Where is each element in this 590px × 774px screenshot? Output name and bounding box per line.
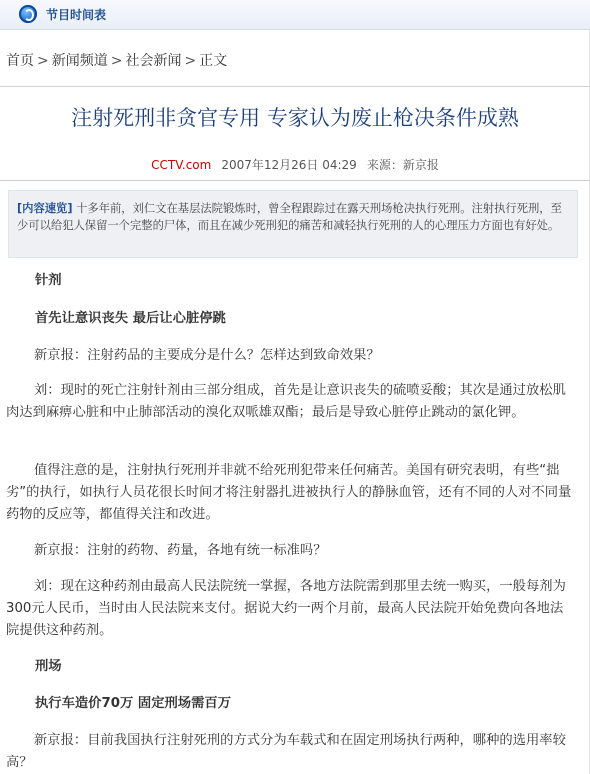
paragraph: 新京报：注射的药物、药量，各地有统一标准吗？: [34, 543, 327, 558]
breadcrumb-divider: [0, 86, 590, 87]
schedule-link[interactable]: 节目时间表: [46, 8, 107, 22]
breadcrumb-separator: >: [184, 53, 197, 69]
article-meta: [0, 157, 590, 173]
section-heading: 针剂: [35, 273, 62, 288]
paragraph: 刘：现时的死亡注射针剂由三部分组成，首先是让意识丧失的硫喷妥酸；其次是通过放松肌肉达到麻痹心脏和中止肺部活动的溴化双哌雄双酯；最后是导致心脏停止跳动的氯化钾。: [6, 383, 566, 420]
breadcrumb-separator: >: [110, 53, 123, 69]
meta-divider: [0, 180, 590, 181]
article-title: 注射死刑非贪官专用 专家认为废止枪决条件成熟: [71, 106, 519, 130]
breadcrumb-home[interactable]: 首页: [6, 53, 34, 69]
top-bar: [0, 0, 590, 30]
paragraph: 刘：现在这种药剂由最高人民法院统一掌握，各地方法院需到那里去统一购买，一般每剂为300元人民币，当时由人民法院来支付。据说大约一两个月前，最高人民法院开始免费向各地法院提供这种药剂。: [6, 579, 566, 638]
article-source: 来源：新京报: [366, 158, 439, 172]
source-site-link[interactable]: CCTV.com: [151, 158, 212, 172]
breadcrumb-separator: >: [37, 53, 49, 69]
paragraph: 值得注意的是，注射执行死刑并非就不给死刑犯带来任何痛苦。美国有研究表明，有些“拙劣”的执行，如执行人员花很长时间才将注射器扎进被执行人的静脉血管，还有不同的人对不同量药物的反应等，都值得关注和改进。: [6, 463, 572, 522]
breadcrumb-society-news[interactable]: 社会新闻: [125, 53, 182, 69]
sub-heading: 执行车造价70万 固定刑场需百万: [35, 696, 231, 711]
summary-box: [8, 190, 578, 258]
breadcrumb-news-channel[interactable]: 新闻频道: [51, 53, 108, 69]
section-heading: 刑场: [35, 659, 62, 674]
paragraph: 新京报：目前我国执行注射死刑的方式分为车载式和在固定刑场执行两种，哪种的选用率较高？: [6, 733, 566, 770]
summary-text: 十多年前，刘仁文在基层法院锻炼时，曾全程跟踪过在露天刑场枪决执行死刑。注射执行死刑，至少可以给犯人保留一个完整的尸体，而且在减少死刑犯的痛苦和减轻执行死刑的人的心理压力方面也有好处。: [17, 202, 562, 232]
publish-datetime: 2007年12月26日 04:29: [221, 158, 357, 172]
cctv-logo-icon[interactable]: [19, 5, 37, 23]
breadcrumb: [6, 51, 227, 71]
breadcrumb-current: 正文: [199, 53, 228, 69]
sub-heading: 首先让意识丧失 最后让心脏停跳: [35, 311, 226, 326]
paragraph: 新京报：注射药品的主要成分是什么？怎样达到致命效果？: [34, 348, 380, 363]
summary-tag: [内容速览]: [17, 202, 73, 215]
